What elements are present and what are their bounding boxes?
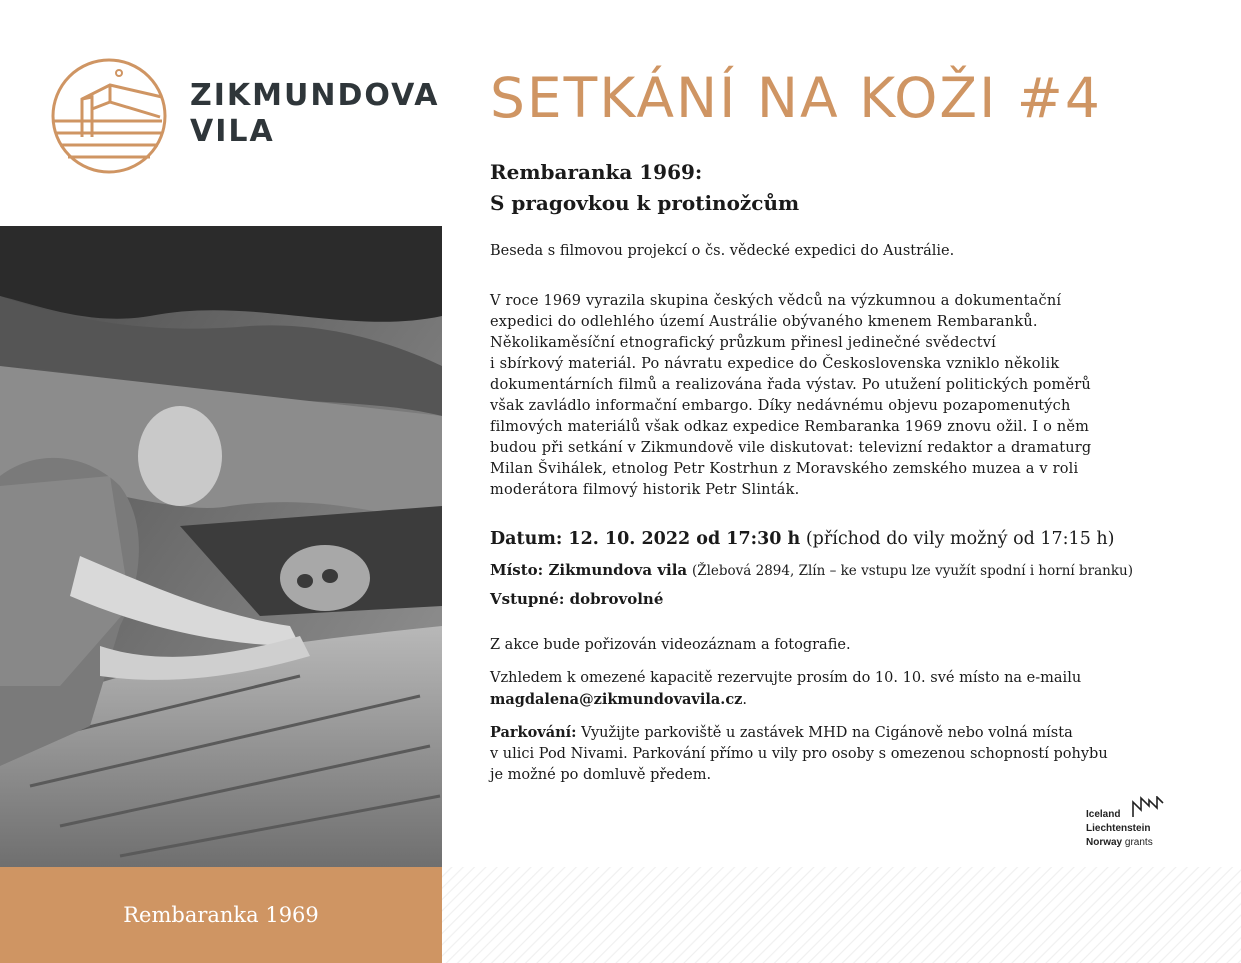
reservation-note: [490, 668, 1210, 711]
description-line: V roce 1969 vyrazila skupina českých vědců na výzkumnou a dokumentační: [490, 293, 1062, 309]
recording-note: Z akce bude pořizován videozáznam a fotografie.: [490, 637, 851, 653]
place-note: (Žlebová 2894, Zlín – ke vstupu lze využít spodní i horní branku): [691, 563, 1133, 579]
zikmundova-vila-logo: [50, 57, 168, 175]
event-place: [490, 559, 1133, 582]
decorative-hatch-band: [442, 867, 1241, 963]
parking-text: Využijte parkoviště u zastávek MHD na Cigánově nebo volná místa: [576, 725, 1073, 741]
reservation-line: Vzhledem k omezené kapacitě rezervujte prosím do 10. 10. své místo na e-mailu: [490, 670, 1082, 686]
grants-norway: Norway: [1086, 837, 1123, 848]
event-date: [490, 526, 1115, 552]
description-line: moderátora filmový historik Petr Slinták.: [490, 482, 800, 498]
description-line: budou při setkání v Zikmundově vile diskutovat: televizní redaktor a dramaturg: [490, 440, 1092, 456]
event-admission: Vstupné: dobrovolné: [490, 590, 664, 608]
subtitle-line-2: S pragovkou k protinožcům: [490, 191, 800, 215]
description-line: dokumentárních filmů a realizována řada výstav. Po utužení politických poměrů: [490, 377, 1091, 393]
description-line: Milan Švihálek, etnolog Petr Kostrhun z Moravského zemského muzea a v roli: [490, 461, 1079, 477]
description-line: však zavládlo informační embargo. Díky nedávnému objevu pozapomenutých: [490, 398, 1071, 414]
brand-name: [190, 78, 439, 150]
description-line: i sbírkový materiál. Po návratu expedice do Československa vzniklo několik: [490, 356, 1060, 372]
grants-line-1: Iceland: [1086, 809, 1121, 820]
parking-line: [490, 722, 1210, 744]
brand-line-2: VILA: [190, 114, 275, 149]
eea-grants-logo: [1086, 796, 1176, 852]
subtitle-line-1: Rembaranka 1969:: [490, 160, 703, 184]
event-description: [490, 291, 1190, 501]
grants-suffix: grants: [1124, 837, 1153, 848]
photo-caption: Rembaranka 1969: [0, 867, 442, 963]
parking-label: Parkování:: [490, 724, 577, 741]
place-label: Místo: Zikmundova vila: [490, 561, 688, 579]
description-line: Několikaměsíční etnografický průzkum přinesl jedinečné svědectví: [490, 335, 997, 351]
expedition-photo: [0, 226, 442, 867]
parking-line: je možné po domluvě předem.: [490, 767, 712, 783]
reservation-email[interactable]: magdalena@zikmundovavila.cz: [490, 691, 743, 708]
brand-line-1: ZIKMUNDOVA: [190, 78, 440, 113]
event-subtitle: [490, 157, 799, 219]
grants-line-3: [1086, 836, 1153, 849]
description-line: expedici do odlehlého území Austrálie obývaného kmenem Rembaranků.: [490, 314, 1038, 330]
grants-bars-icon: [1132, 796, 1164, 818]
event-intro: Beseda s filmovou projekcí o čs. vědecké expedici do Austrálie.: [490, 243, 955, 259]
date-note: (příchod do vily možný od 17:15 h): [805, 529, 1115, 549]
email-suffix: .: [742, 692, 747, 708]
description-line: filmových materiálů však odkaz expedice Rembaranka 1969 znovu ožil. I o něm: [490, 419, 1090, 435]
grants-line-2: Liechtenstein: [1086, 823, 1151, 834]
parking-note: [490, 722, 1210, 786]
event-title: SETKÁNÍ NA KOŽI #4: [490, 66, 1102, 130]
parking-line: v ulici Pod Nivami. Parkování přímo u vily pro osoby s omezenou schopností pohybu: [490, 746, 1108, 762]
reservation-email-line: [490, 689, 1210, 711]
date-label: Datum: 12. 10. 2022 od 17:30 h: [490, 529, 801, 549]
